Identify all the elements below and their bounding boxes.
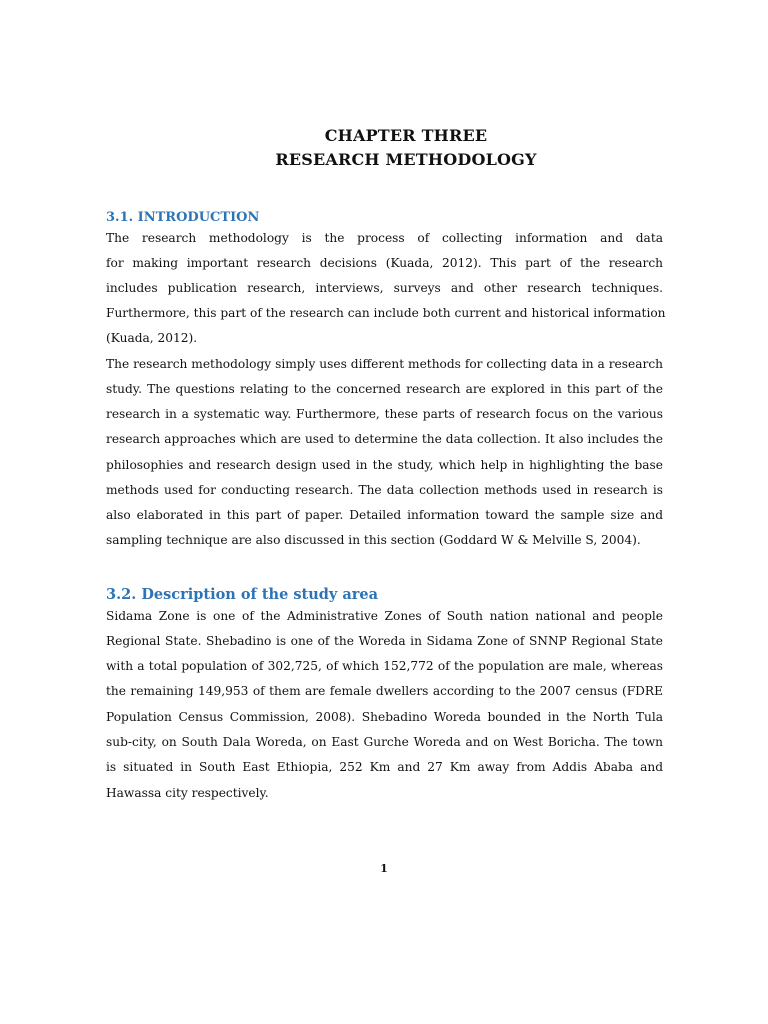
paragraph-line: is situated in South East Ethiopia, 252 Km and 27 Km away from Addis Ababa and	[106, 760, 663, 774]
paragraph-line: Population Census Commission, 2008). Shebadino Woreda bounded in the North Tula	[106, 710, 663, 724]
page-number: 1	[380, 862, 388, 875]
chapter-subtitle: RESEARCH METHODOLOGY	[275, 150, 537, 169]
paragraph-line: Hawassa city respectively.	[106, 786, 269, 800]
paragraph-line: Furthermore, this part of the research can include both current and historical information	[106, 306, 666, 320]
paragraph-line: The research methodology is the process of collecting information and data	[106, 231, 663, 245]
chapter-title: CHAPTER THREE	[324, 126, 488, 145]
paragraph-line: the remaining 149,953 of them are female dwellers according to the 2007 census (FDRE	[106, 684, 663, 698]
section-heading-study-area: 3.2. Description of the study area	[106, 586, 379, 603]
paragraph-line: philosophies and research design used in the study, which help in highlighting the base	[106, 458, 663, 472]
paragraph-line: research approaches which are used to determine the data collection. It also includes the	[106, 432, 663, 446]
section-heading-introduction: 3.1. INTRODUCTION	[106, 210, 260, 225]
paragraph-line: with a total population of 302,725, of which 152,772 of the population are male, whereas	[106, 659, 663, 673]
paragraph-line: (Kuada, 2012).	[106, 331, 198, 345]
paragraph-line: The research methodology simply uses different methods for collecting data in a research	[106, 357, 663, 371]
paragraph-line: also elaborated in this part of paper. Detailed information toward the sample size and	[106, 508, 663, 522]
paragraph-line: includes publication research, interviews, surveys and other research techniques.	[106, 281, 663, 295]
paragraph-line: Sidama Zone is one of the Administrative Zones of South nation national and people	[106, 609, 663, 623]
paragraph-line: Regional State. Shebadino is one of the Woreda in Sidama Zone of SNNP Regional State	[106, 634, 663, 648]
paragraph-line: sampling technique are also discussed in this section (Goddard W & Melville S, 2004).	[106, 533, 641, 547]
paragraph-line: study. The questions relating to the concerned research are explored in this part of the	[106, 382, 663, 396]
paragraph-line: methods used for conducting research. The data collection methods used in research is	[106, 483, 663, 497]
paragraph-line: sub-city, on South Dala Woreda, on East Gurche Woreda and on West Boricha. The town	[106, 735, 663, 749]
paragraph-line: for making important research decisions (Kuada, 2012). This part of the research	[106, 256, 663, 270]
paragraph-line: research in a systematic way. Furthermore, these parts of research focus on the various	[106, 407, 663, 421]
